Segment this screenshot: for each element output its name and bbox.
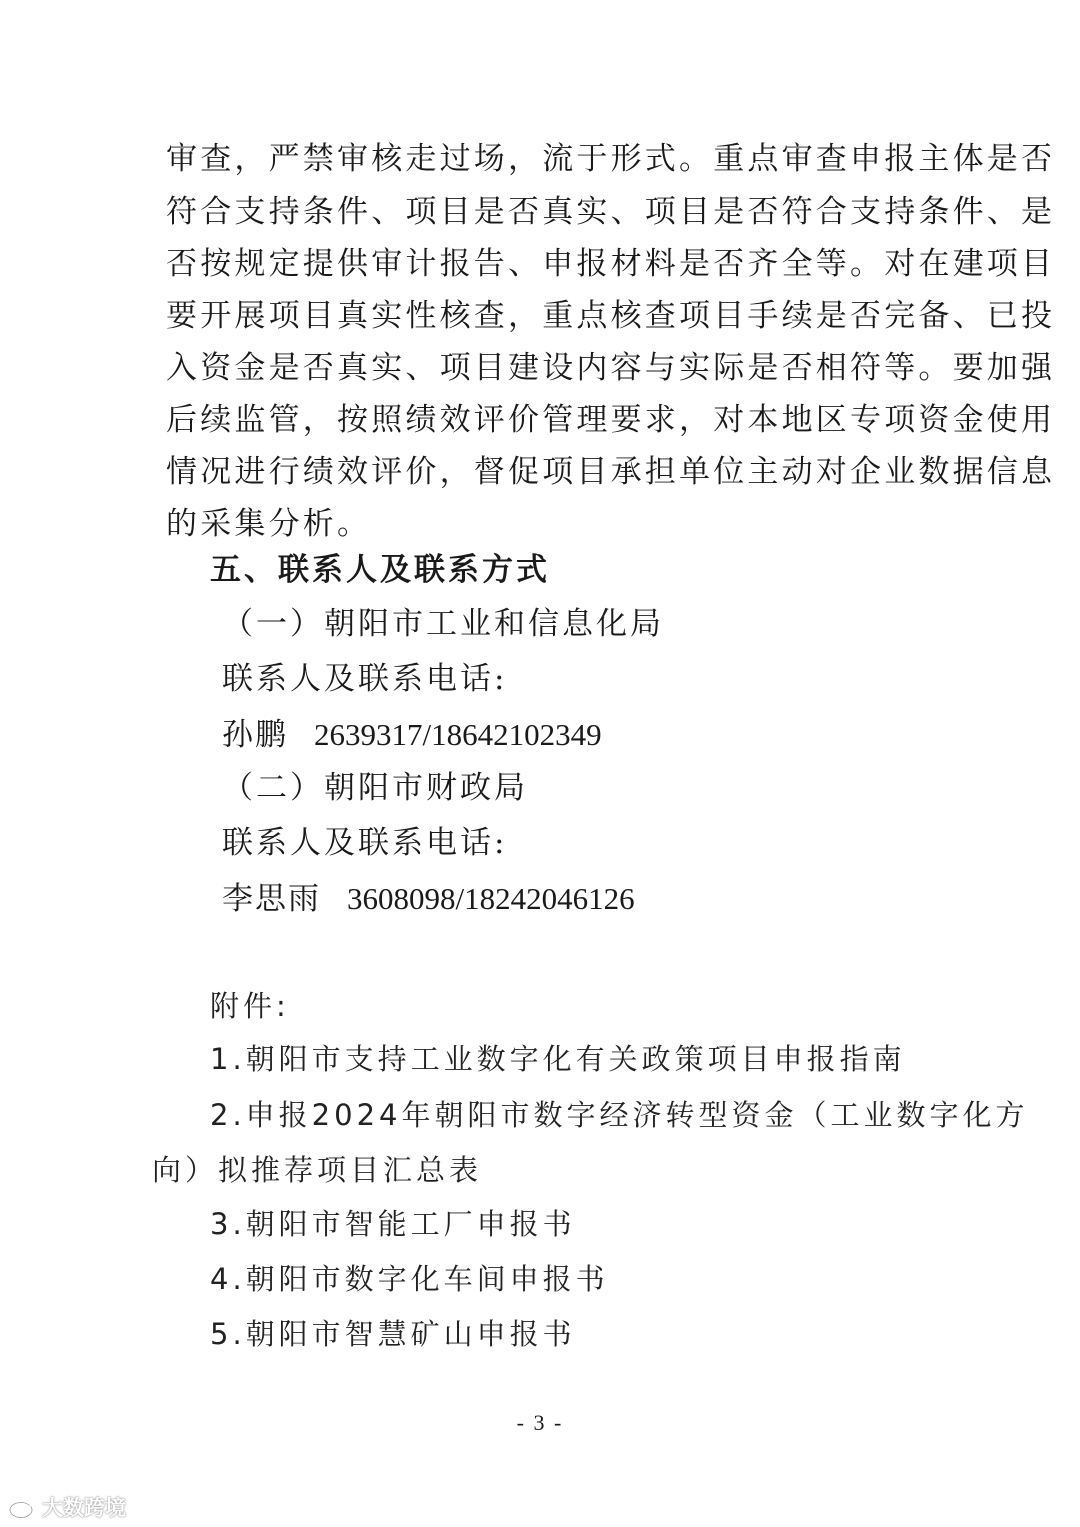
attachment-item: 5.朝阳市智慧矿山申报书 (210, 1317, 576, 1351)
contact-entry (222, 719, 602, 751)
contact-name: 孙鹏 (222, 717, 288, 753)
contact-phone: 3608098/18242046126 (347, 881, 635, 916)
section-heading: 五、联系人及联系方式 (210, 552, 550, 588)
attachment-item: 4.朝阳市数字化车间申报书 (210, 1262, 609, 1296)
contact-agency: （二）朝阳市财政局 (222, 770, 528, 806)
contact-phone: 2639317/18642102349 (314, 717, 602, 752)
attachment-item: 1.朝阳市支持工业数字化有关政策项目申报指南 (210, 1042, 906, 1076)
paragraph-line: 符合支持条件、项目是否真实、项目是否符合支持条件、是 (166, 194, 1056, 230)
watermark (8, 1492, 126, 1522)
paragraph-line: 后续监管，按照绩效评价管理要求，对本地区专项资金使用 (166, 402, 1056, 438)
contact-entry (222, 883, 635, 915)
attachment-item: 2.申报2024年朝阳市数字经济转型资金（工业数字化方 (210, 1098, 1029, 1132)
paragraph-line: 否按规定提供审计报告、申报材料是否齐全等。对在建项目 (166, 246, 1056, 282)
weibo-logo-icon (8, 1495, 38, 1519)
page-number: - 3 - (516, 1410, 564, 1435)
contact-name: 李思雨 (222, 881, 321, 917)
paragraph-line: 入资金是否真实、项目建设内容与实际是否相符等。要加强 (166, 350, 1056, 386)
contact-label: 联系人及联系电话: (222, 661, 508, 697)
paragraph-line: 的采集分析。 (166, 506, 372, 542)
attachment-item-continued: 向）拟推荐项目汇总表 (152, 1153, 483, 1187)
contact-label: 联系人及联系电话: (222, 825, 508, 861)
attachments-label: 附件: (210, 989, 290, 1023)
paragraph-line: 要开展项目真实性核查，重点核查项目手续是否完备、已投 (166, 298, 1056, 334)
paragraph-line: 审查，严禁审核走过场，流于形式。重点审查申报主体是否 (166, 141, 1056, 177)
attachment-item: 3.朝阳市智能工厂申报书 (210, 1207, 576, 1241)
contact-agency: （一）朝阳市工业和信息化局 (222, 606, 664, 642)
paragraph-line: 情况进行绩效评价，督促项目承担单位主动对企业数据信息 (166, 454, 1056, 490)
watermark-text: 大数跨境 (42, 1496, 126, 1520)
